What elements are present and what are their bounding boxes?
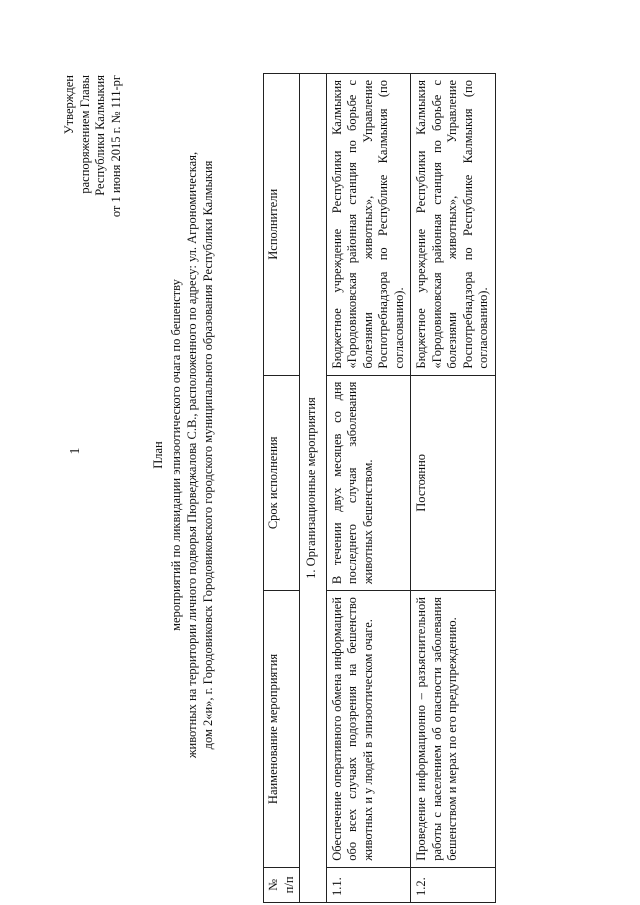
approval-line: Утвержден <box>62 75 76 135</box>
row-executors: Бюджетное учреждение Республики Калмыкия «Городовиковская районная станция по борьбе с болезнями животных», Управление Роспотребнадзора по Республике Калмыкия (по согласованию). <box>411 74 496 376</box>
section-row <box>300 74 327 903</box>
section-title: 1. Организационные мероприятия <box>300 74 327 903</box>
row-term: В течении двух месяцев со дня последнего случая заболевания животных бешенством. <box>326 375 411 591</box>
table-header-row <box>264 74 300 903</box>
plan-title: План <box>151 441 165 469</box>
plan-subtitle-line: дом 2«и», г. Городовиковск Городовиковского городского муниципального образования Республики Калмыкия <box>201 160 215 750</box>
row-name: Проведение информационно – разъяснительной работы с населением об опасности заболевания бешенством и мерах по его предупреждению. <box>411 591 496 868</box>
row-name: Обеспечение оперативного обмена информацией обо всех случаях подозрения на бешенство животных и у людей в эпизоотическом очаге. <box>326 591 411 868</box>
plan-subtitle-line: мероприятий по ликвидации эпизоотического очага по бешенству <box>169 279 183 631</box>
header-executors: Исполнители <box>264 74 300 376</box>
page-number: 1 <box>68 447 83 455</box>
row-executors: Бюджетное учреждение Республики Калмыкия «Городовиковская районная станция по борьбе с болезнями животных», Управление Роспотребнадзора по Республике Калмыкия (по согласованию). <box>326 74 411 376</box>
plan-subtitle-line: животных на территории личного подворья Пюрведжалова С.В., расположенного по адресу: ул. Агрономическая, <box>185 151 199 759</box>
row-num: 1.1. <box>326 867 411 902</box>
approval-line: распоряжением Главы <box>77 75 92 194</box>
header-term: Срок исполнения <box>264 375 300 591</box>
table-row <box>411 74 496 903</box>
row-term: Постоянно <box>411 375 496 591</box>
header-num: № п/п <box>264 867 300 902</box>
approval-line: от 1 июня 2015 г. № 111-рг <box>108 75 123 218</box>
measures-table <box>263 73 496 903</box>
plan-heading <box>150 65 216 845</box>
row-num: 1.2. <box>411 867 496 902</box>
approval-stamp <box>62 75 124 275</box>
approval-line: Республики Калмыкия <box>93 75 107 196</box>
table-row <box>326 74 411 903</box>
header-name: Наименование мероприятия <box>264 591 300 868</box>
